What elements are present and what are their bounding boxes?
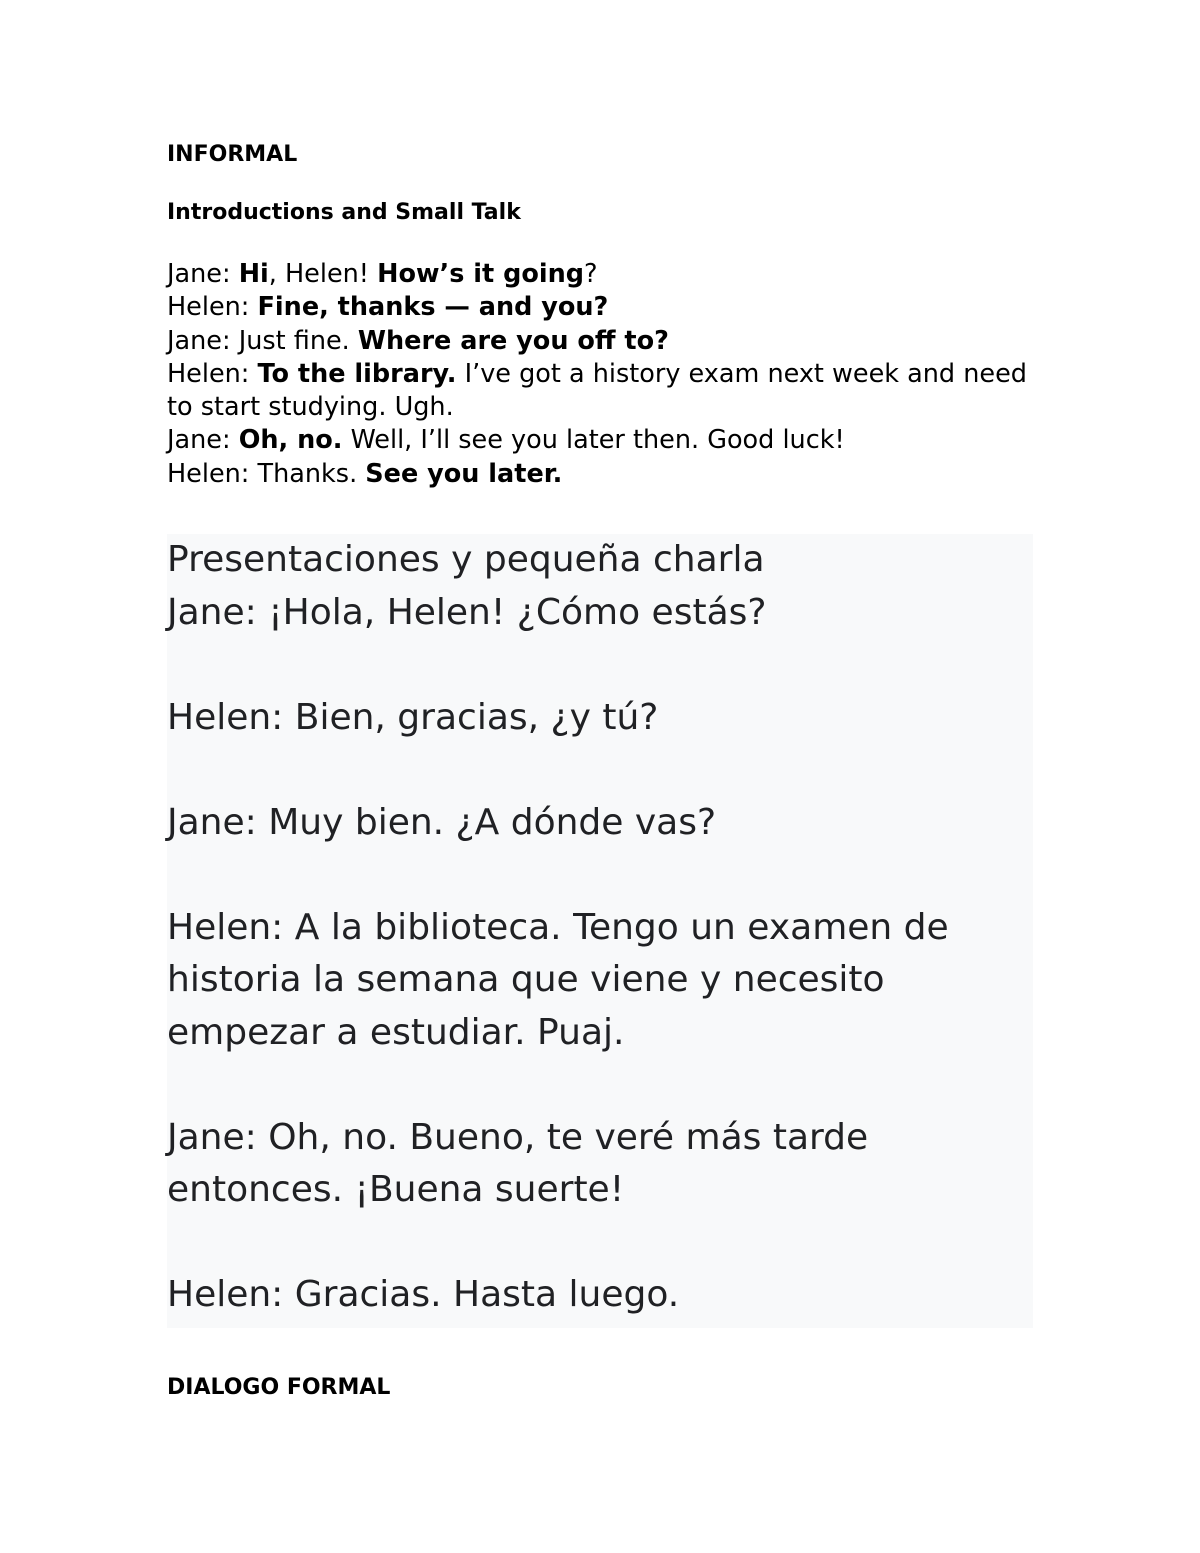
- speaker-label: Helen:: [167, 292, 258, 323]
- dialog-text: ?: [584, 259, 598, 289]
- dialog-phrase: Fine, thanks — and you?: [257, 292, 609, 323]
- speaker-label: Helen:: [167, 458, 258, 489]
- section-heading-informal: INFORMAL: [167, 142, 298, 167]
- dialog-text: , Helen!: [268, 259, 378, 289]
- line-gap: [167, 849, 1033, 902]
- speaker-label: Helen:: [167, 358, 258, 389]
- dialog-text: I’ve got a history exam next week and need to start studying. Ugh.: [167, 358, 1027, 423]
- dialog-phrase: Where are you off to?: [357, 325, 669, 356]
- dialog-phrase: Hi: [238, 259, 269, 289]
- dialog-text: Just fine.: [238, 325, 358, 356]
- translation-line: Helen: Bien, gracias, ¿y tú?: [167, 696, 659, 738]
- spanish-translation-block: [167, 534, 1033, 1328]
- line-gap: [167, 1217, 1033, 1270]
- translation-line: Jane: ¡Hola, Helen! ¿Cómo estás?: [167, 591, 767, 633]
- speaker-label: Jane:: [167, 325, 239, 356]
- dialog-line: [167, 325, 1033, 358]
- speaker-label: Jane:: [167, 425, 239, 456]
- speaker-label: Jane:: [167, 259, 239, 289]
- translation-line: Helen: Gracias. Hasta luego.: [167, 1274, 680, 1315]
- translation-title: Presentaciones y pequeña charla: [167, 539, 765, 580]
- subheading-introductions: Introductions and Small Talk: [167, 200, 521, 225]
- dialog-line: [167, 258, 1033, 291]
- section-heading-formal: DIALOGO FORMAL: [167, 1375, 391, 1400]
- dialog-phrase: See you later.: [365, 458, 563, 489]
- line-gap: [167, 1059, 1033, 1112]
- dialog-line: [167, 358, 1033, 425]
- english-dialog: [167, 258, 1033, 491]
- dialog-line: [167, 424, 1033, 457]
- translation-line: Helen: A la biblioteca. Tengo un examen de historia la semana que viene y necesito empezar a estudiar. Puaj.: [167, 906, 949, 1053]
- dialog-phrase: Oh, no.: [238, 425, 343, 456]
- line-gap: [167, 744, 1033, 797]
- informal-section: [167, 140, 1033, 491]
- dialog-phrase: How’s it going: [377, 259, 585, 289]
- dialog-text: Well, I’ll see you later then. Good luck!: [342, 425, 845, 456]
- dialog-phrase: To the library.: [257, 358, 457, 389]
- line-gap: [167, 639, 1033, 692]
- translation-line: Jane: Muy bien. ¿A dónde vas?: [167, 801, 717, 843]
- dialog-line: [167, 458, 1033, 491]
- dialog-line: [167, 291, 1033, 324]
- dialog-text: Thanks.: [257, 458, 366, 489]
- translation-line: Jane: Oh, no. Bueno, te veré más tarde entonces. ¡Buena suerte!: [167, 1116, 869, 1210]
